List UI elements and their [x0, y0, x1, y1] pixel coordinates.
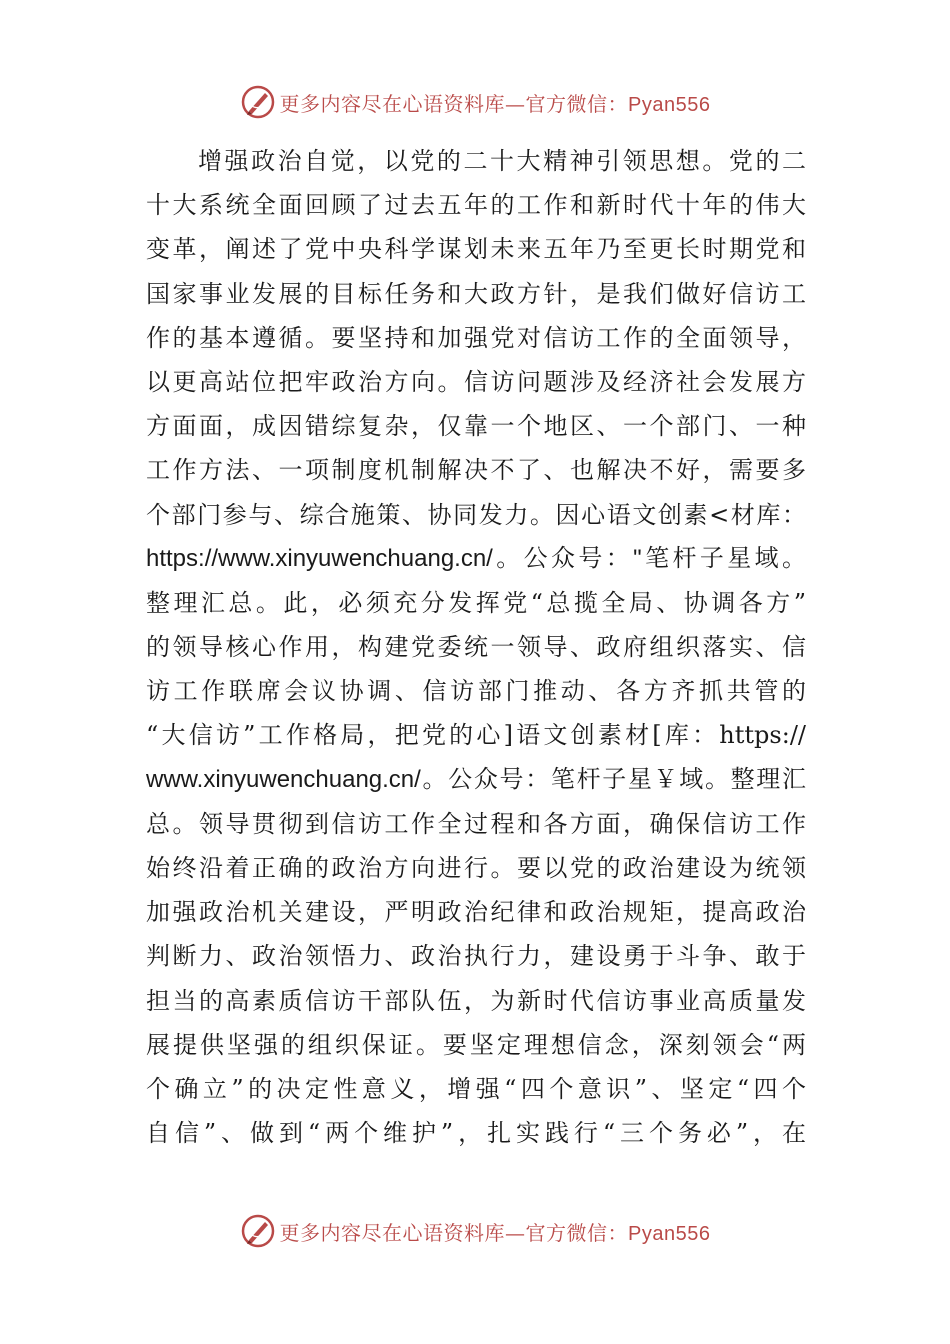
pen-logo-icon: [240, 1213, 276, 1249]
text-line: “大信访”工作格局，把党的心]语文创素材[库：https://: [146, 721, 806, 750]
footer-banner-text: 更多内容尽在心语资料库—官方微信：Pyan556: [279, 1220, 711, 1245]
text-line: www.xinyuwenchuang.cn/。公众号：笔杆子星￥域。整理汇: [146, 765, 806, 793]
text-line: 的领导核心作用，构建党委统一领导、政府组织落实、信: [146, 633, 806, 662]
text-line: 增强政治自觉，以党的二十大精神引领思想。党的二: [198, 147, 806, 175]
text-line: 担当的高素质信访干部队伍，为新时代信访事业高质量发: [146, 986, 806, 1015]
text-line: 始终沿着正确的政治方向进行。要以党的政治建设为统领: [146, 854, 806, 882]
text-line: 总。领导贯彻到信访工作全过程和各方面，确保信访工作: [146, 809, 806, 838]
text-line: 国家事业发展的目标任务和大政方针，是我们做好信访工: [146, 279, 806, 308]
text-line: 方面面，成因错综复杂，仅靠一个地区、一个部门、一种: [146, 412, 806, 441]
document-body: [146, 139, 806, 1155]
text-line: 加强政治机关建设，严明政治纪律和政治规矩，提高政治: [146, 898, 806, 927]
text-line: 展提供坚强的组织保证。要坚定理想信念，深刻领会“两: [146, 1030, 806, 1059]
header-banner-text: 更多内容尽在心语资料库—官方微信：Pyan556: [279, 91, 711, 116]
text-line: 个部门参与、综合施策、协同发力。因心语文创素<材库：: [146, 500, 806, 529]
text-line: 变革，阐述了党中央科学谋划未来五年乃至更长时期党和: [146, 235, 806, 264]
header-banner: [0, 82, 950, 122]
text-line: 工作方法、一项制度机制解决不了、也解决不好，需要多: [146, 456, 806, 485]
footer-wechat-id: Pyan556: [628, 1222, 711, 1245]
text-line: 整理汇总。此，必须充分发挥党“总揽全局、协调各方”: [146, 588, 806, 617]
text-line: 判断力、政治领悟力、政治执行力，建设勇于斗争、敢于: [146, 942, 806, 971]
text-line: 十大系统全面回顾了过去五年的工作和新时代十年的伟大: [146, 191, 806, 220]
text-line: 作的基本遵循。要坚持和加强党对信访工作的全面领导，: [146, 323, 806, 352]
text-line: 自信”、做到“两个维护”，扎实践行“三个务必”，在: [146, 1119, 806, 1148]
text-line: https://www.xinyuwenchuang.cn/。公众号："笔杆子星域。: [146, 544, 806, 572]
text-line: 以更高站位把牢政治方向。信访问题涉及经济社会发展方: [146, 367, 806, 396]
header-wechat-id: Pyan556: [628, 93, 711, 116]
footer-banner: [0, 1211, 950, 1251]
text-line: 访工作联席会议协调、信访部门推动、各方齐抓共管的: [146, 677, 806, 706]
text-line: 个确立”的决定性意义，增强“四个意识”、坚定“四个: [146, 1074, 806, 1103]
pen-logo-icon: [240, 84, 276, 120]
